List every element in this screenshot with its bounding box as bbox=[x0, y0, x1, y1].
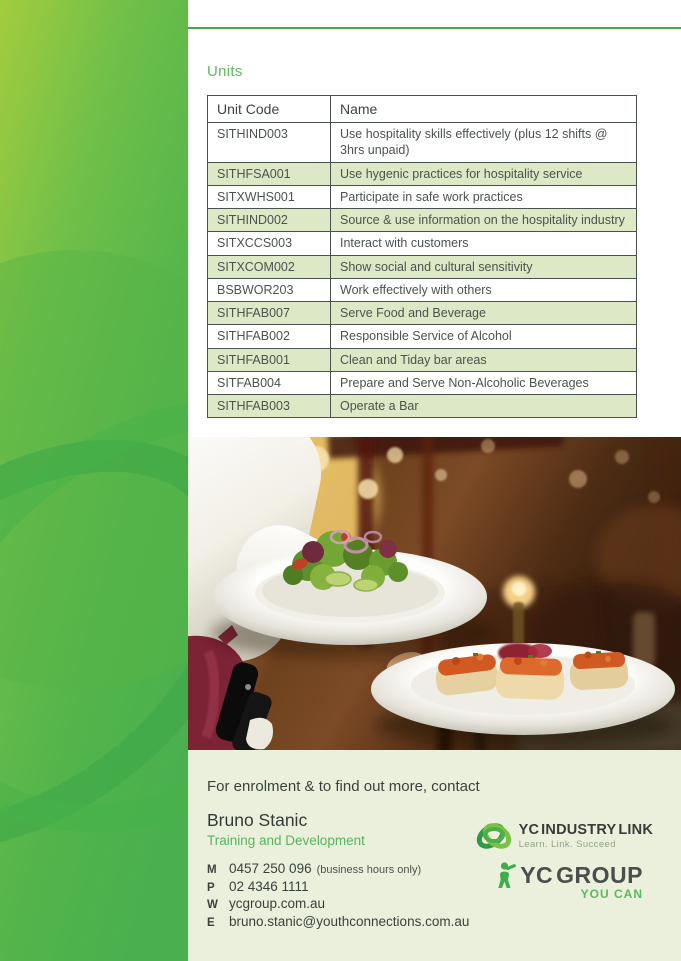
unit-code-cell: SITHFAB002 bbox=[208, 325, 331, 348]
unit-name-cell: Clean and Tiday bar areas bbox=[331, 348, 637, 371]
phone-value: 02 4346 1111 bbox=[229, 878, 309, 894]
unit-code-cell: SITHFAB001 bbox=[208, 348, 331, 371]
unit-code-cell: SITFAB004 bbox=[208, 371, 331, 394]
yc-group-tagline: YOU CAN bbox=[580, 887, 643, 901]
yc-group-row bbox=[497, 862, 643, 889]
website-link[interactable]: ycgroup.com.au bbox=[229, 896, 326, 911]
contact-line-website bbox=[207, 896, 469, 914]
units-table bbox=[207, 95, 637, 418]
email-link[interactable]: bruno.stanic@youthconnections.com.au bbox=[229, 913, 470, 929]
unit-code-cell: SITXCOM002 bbox=[208, 255, 331, 278]
yc-group-title bbox=[520, 862, 643, 889]
sidebar-decoration bbox=[0, 0, 188, 961]
unit-name-cell: Use hygenic practices for hospitality service bbox=[331, 162, 637, 185]
yc-industry-link-loops-icon bbox=[474, 816, 514, 856]
yc-group-person-icon bbox=[497, 862, 517, 889]
table-row bbox=[208, 209, 637, 232]
unit-code-cell: SITHFSA001 bbox=[208, 162, 331, 185]
table-row bbox=[208, 162, 637, 185]
website-label: W bbox=[207, 899, 218, 911]
unit-name-cell: Work effectively with others bbox=[331, 278, 637, 301]
column-header-unit-code: Unit Code bbox=[208, 96, 331, 123]
contact-section bbox=[188, 750, 681, 961]
contact-line-mobile bbox=[207, 861, 469, 879]
table-row bbox=[208, 395, 637, 418]
mobile-label: M bbox=[207, 864, 217, 876]
table-header-row bbox=[208, 96, 637, 123]
contact-name: Bruno Stanic bbox=[207, 810, 308, 830]
unit-code-cell: SITHIND002 bbox=[208, 209, 331, 232]
table-row bbox=[208, 123, 637, 163]
unit-code-cell: SITXCCS003 bbox=[208, 232, 331, 255]
mobile-note: (business hours only) bbox=[316, 864, 422, 876]
table-row bbox=[208, 278, 637, 301]
unit-name-cell: Operate a Bar bbox=[331, 395, 637, 418]
contact-role: Training and Development bbox=[207, 833, 365, 848]
column-header-name: Name bbox=[331, 96, 637, 123]
ycil-word-link: LINK bbox=[618, 822, 653, 838]
unit-name-cell: Source & use information on the hospitality industry bbox=[331, 209, 637, 232]
unit-code-cell: SITHFAB003 bbox=[208, 395, 331, 418]
unit-code-cell: SITXWHS001 bbox=[208, 185, 331, 208]
table-row bbox=[208, 232, 637, 255]
unit-name-cell: Prepare and Serve Non-Alcoholic Beverages bbox=[331, 371, 637, 394]
contact-intro: For enrolment & to find out more, contact bbox=[207, 778, 480, 795]
unit-name-cell: Show social and cultural sensitivity bbox=[331, 255, 637, 278]
sidebar-swirl-art bbox=[0, 0, 188, 961]
waiter-serving-plates-illustration bbox=[188, 437, 681, 750]
units-heading: Units bbox=[207, 63, 243, 80]
yc-industry-link-text bbox=[519, 822, 655, 850]
ycil-word-industry: INDUSTRY bbox=[541, 822, 617, 838]
table-row bbox=[208, 325, 637, 348]
top-divider-line bbox=[188, 27, 681, 29]
unit-code-cell: BSBWOR203 bbox=[208, 278, 331, 301]
contact-details bbox=[207, 861, 469, 931]
contact-line-email bbox=[207, 914, 469, 932]
unit-name-cell: Interact with customers bbox=[331, 232, 637, 255]
email-label: E bbox=[207, 916, 215, 929]
table-row bbox=[208, 348, 637, 371]
table-row bbox=[208, 302, 637, 325]
yc-industry-link-tagline: Learn. Link. Succeed bbox=[518, 839, 616, 850]
phone-label: P bbox=[207, 881, 215, 894]
yc-industry-link-title bbox=[519, 822, 655, 838]
unit-name-cell: Participate in safe work practices bbox=[331, 185, 637, 208]
restaurant-photo bbox=[188, 437, 681, 750]
contact-line-phone bbox=[207, 879, 469, 897]
unit-name-cell: Serve Food and Beverage bbox=[331, 302, 637, 325]
unit-code-cell: SITHFAB007 bbox=[208, 302, 331, 325]
table-row bbox=[208, 255, 637, 278]
mobile-value: 0457 250 096 bbox=[229, 861, 312, 876]
yc-industry-link-logo bbox=[474, 816, 655, 856]
unit-name-cell: Responsible Service of Alcohol bbox=[331, 325, 637, 348]
unit-code-cell: SITHIND003 bbox=[208, 123, 331, 163]
ycil-word-yc: YC bbox=[518, 822, 540, 838]
table-row bbox=[208, 371, 637, 394]
page-content bbox=[188, 0, 681, 961]
ycg-word-yc: YC bbox=[520, 862, 554, 888]
unit-name-cell: Use hospitality skills effectively (plus 12 shifts @ 3hrs unpaid) bbox=[331, 123, 637, 163]
table-row bbox=[208, 185, 637, 208]
yc-group-logo bbox=[497, 862, 643, 901]
ycg-word-group: GROUP bbox=[556, 862, 643, 888]
